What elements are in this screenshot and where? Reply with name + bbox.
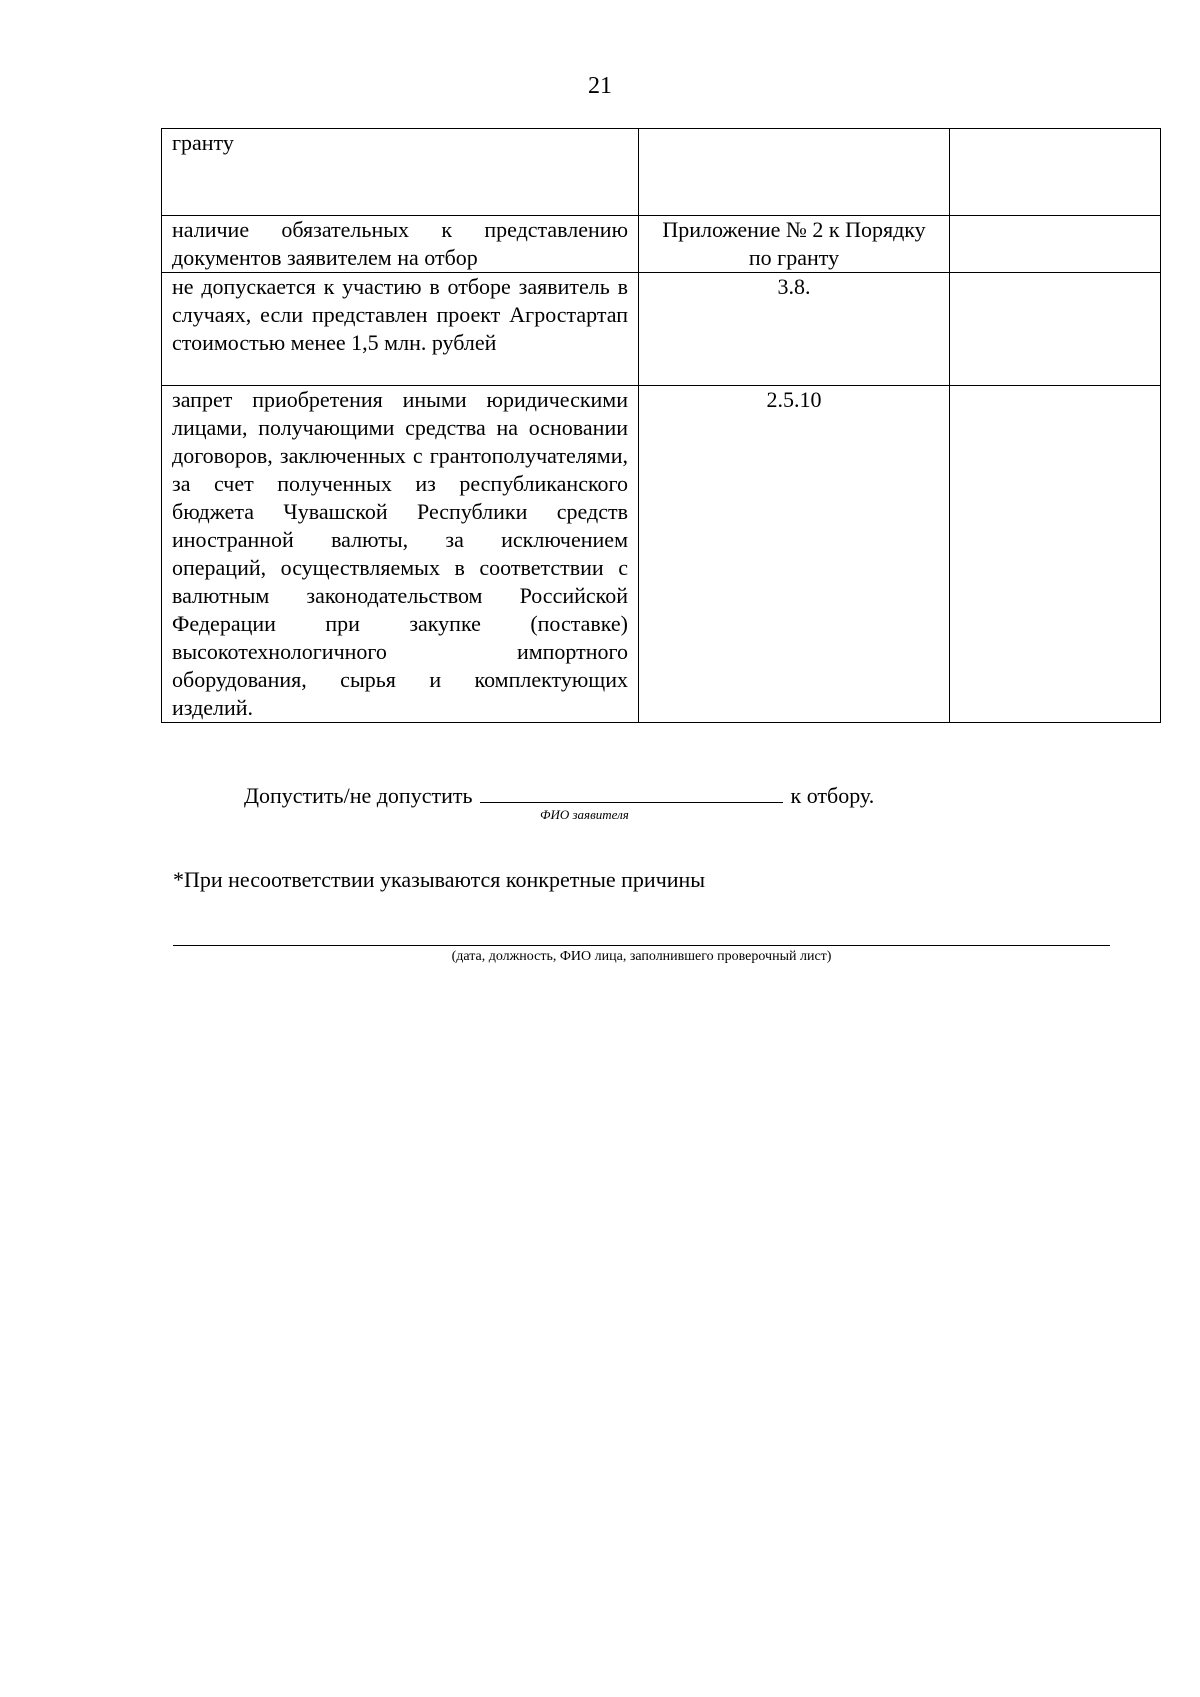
checklist-table bbox=[161, 128, 1161, 723]
page-number: 21 bbox=[588, 73, 612, 99]
reference-cell: 2.5.10 bbox=[639, 386, 950, 723]
result-cell bbox=[950, 216, 1161, 273]
table-row bbox=[162, 273, 1161, 386]
reference-cell bbox=[639, 129, 950, 216]
criterion-cell: не допускается к участию в отборе заявитель в случаях, если представлен проект Агростартап стоимостью менее 1,5 млн. рублей bbox=[162, 273, 639, 386]
applicant-name-blank[interactable] bbox=[480, 780, 783, 803]
footnote: *При несоответствии указываются конкретные причины bbox=[173, 867, 706, 892]
admission-suffix: к отбору. bbox=[790, 783, 875, 808]
signature-blank[interactable] bbox=[173, 945, 1110, 946]
signature-caption: (дата, должность, ФИО лица, заполнившего проверочный лист) bbox=[451, 949, 832, 964]
admission-prefix: Допустить/не допустить bbox=[244, 783, 473, 808]
criterion-cell: запрет приобретения иными юридическими лицами, получающими средства на основании договоров, заключенных с грантополучателями, за счет полученных из республиканского бюджета Чувашской Республики средств иностранной валюты, за исключением операций, осуществляемых в соответствии с валютным законодательством Российской Федерации при закупке (поставке) высокотехнологичного импортного оборудования, сырья и комплектующих изделий. bbox=[162, 386, 639, 723]
result-cell bbox=[950, 386, 1161, 723]
reference-cell: 3.8. bbox=[639, 273, 950, 386]
table-row bbox=[162, 129, 1161, 216]
result-cell bbox=[950, 129, 1161, 216]
table-row bbox=[162, 216, 1161, 273]
table-row bbox=[162, 386, 1161, 723]
criterion-cell: наличие обязательных к представлению документов заявителем на отбор bbox=[162, 216, 639, 273]
criterion-cell: гранту bbox=[162, 129, 639, 216]
reference-cell: Приложение № 2 к Порядку по гранту bbox=[639, 216, 950, 273]
applicant-name-caption: ФИО заявителя bbox=[540, 807, 629, 822]
admission-line bbox=[244, 780, 874, 810]
result-cell bbox=[950, 273, 1161, 386]
